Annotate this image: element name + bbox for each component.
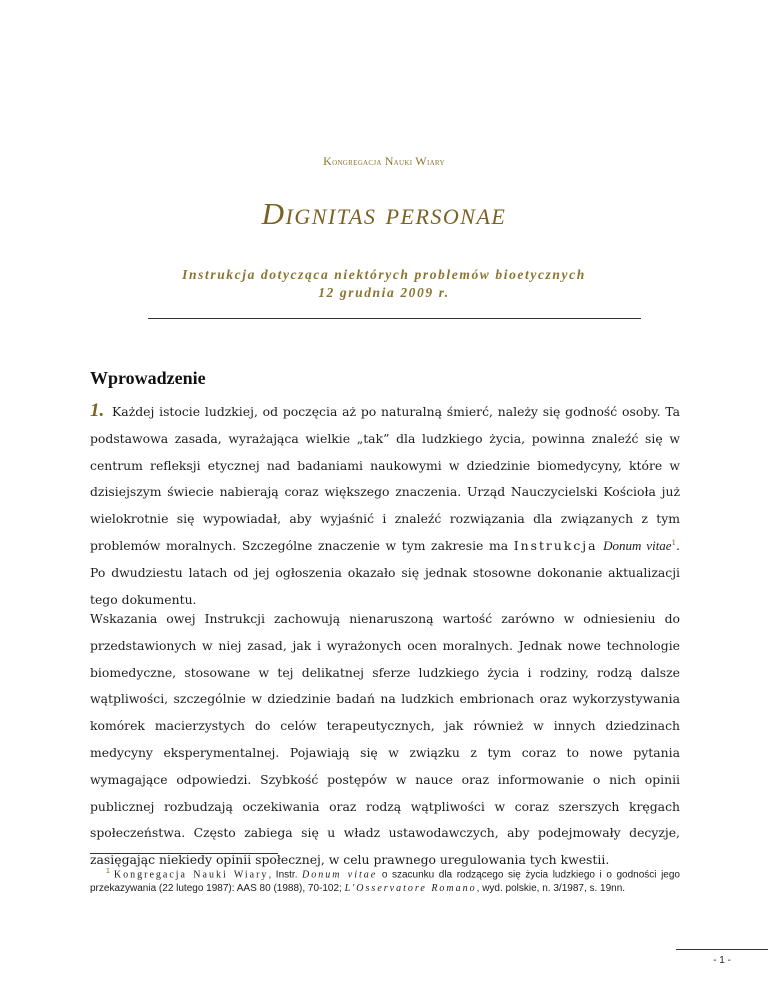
footnote-reference[interactable]: 1 <box>671 538 677 547</box>
footnote <box>90 865 680 895</box>
paragraph-text: . Po dwudziestu latach od jej ogłoszenia okazało się jednak stosowne dokonanie aktualizacji tego dokumentu. <box>90 537 680 607</box>
org-initial: N <box>384 154 394 168</box>
paragraph-text: Każdej istocie ludzkiej, od poczęcia aż po naturalną śmierć, należy się godność osoby. Ta podstawowa zasada, wyrażająca wielkie „tak” dla ludzkiego życia, powinna znaleźć się w centrum refleksji etycznej nad badaniami naukowymi w dziedzinie biomedycyny, które w dzisiejszym świecie nabierają coraz większego znaczenia. Urząd Nauczycielski Kościoła już wielokrotnie się wypowiadał, aby wyjaśnić i znaleźć rozwiązania dla związanych z tym problemów moralnych. Szczególne znaczenie w tym zakresie ma <box>90 404 680 553</box>
org-initial: W <box>415 154 427 168</box>
document-subtitle: Instrukcja dotycząca niektórych problemów bioetycznych <box>182 267 586 282</box>
footnote-text: , Instr. <box>268 869 303 881</box>
footnote-text: , wyd. polskie, n. 3/1987, s. 19nn. <box>476 882 626 894</box>
document-date: 12 grudnia 2009 r. <box>318 285 450 300</box>
page-number: - 1 - <box>713 955 731 966</box>
footnote-document: Donum vitae <box>302 869 378 881</box>
footnote-mark: 1 <box>106 868 110 875</box>
document-reference: Donum vitae <box>603 537 672 553</box>
title-divider <box>148 318 641 319</box>
paragraph-number: 1. <box>90 400 105 421</box>
org-word: auki <box>393 157 416 168</box>
org-initial: K <box>323 154 333 168</box>
instruction-word: Instrukcja <box>513 537 598 553</box>
paragraph-1 <box>90 398 680 613</box>
page-number-divider <box>676 949 768 950</box>
document-title: Dignitas personae <box>261 196 507 231</box>
footnote-author: Kongregacja Nauki Wiary <box>113 869 269 881</box>
footnote-journal: L'Osservatore Romano <box>344 882 477 894</box>
org-word: iary <box>426 157 445 168</box>
footnote-text: o szacunku dla rodzącego się życia ludzkiego i o godności jego przekazywania (22 lutego 1987): AAS 80 (1988), 70-102; <box>90 869 680 894</box>
issuing-organization <box>0 154 768 169</box>
org-word: ongregacja <box>332 157 385 168</box>
section-heading: Wprowadzenie <box>90 368 206 388</box>
footnote-divider <box>90 853 278 854</box>
paragraph-2: Wskazania owej Instrukcji zachowują nienaruszoną wartość zarówno w odniesieniu do przedstawionych w niej zasad, jak i wyrażonych ocen moralnych. Jednak nowe technologie biomedyczne, stosowane w tej delikatnej sferze ludzkiego życia i rodziny, rodzą dalsze wątpliwości, szczególnie w dziedzinie badań na ludzkich embrionach oraz wykorzystywania komórek macierzystych do celów terapeutycznych, jak również w innych dziedzinach medycyny eksperymentalnej. Pojawiają się w związku z tym coraz to nowe pytania wymagające odpowiedzi. Szybkość postępów w nauce oraz informowanie o nich opinii publicznej rozbudzają oczekiwania oraz rodzą wątpliwości w coraz szerszych kręgach społeczeństwa. Często zabiega się u władz ustawodawczych, aby podejmowały decyzje, zasięgając niekiedy opinii społecznej, w celu prawnego uregulowania tych kwestii. <box>90 611 680 868</box>
